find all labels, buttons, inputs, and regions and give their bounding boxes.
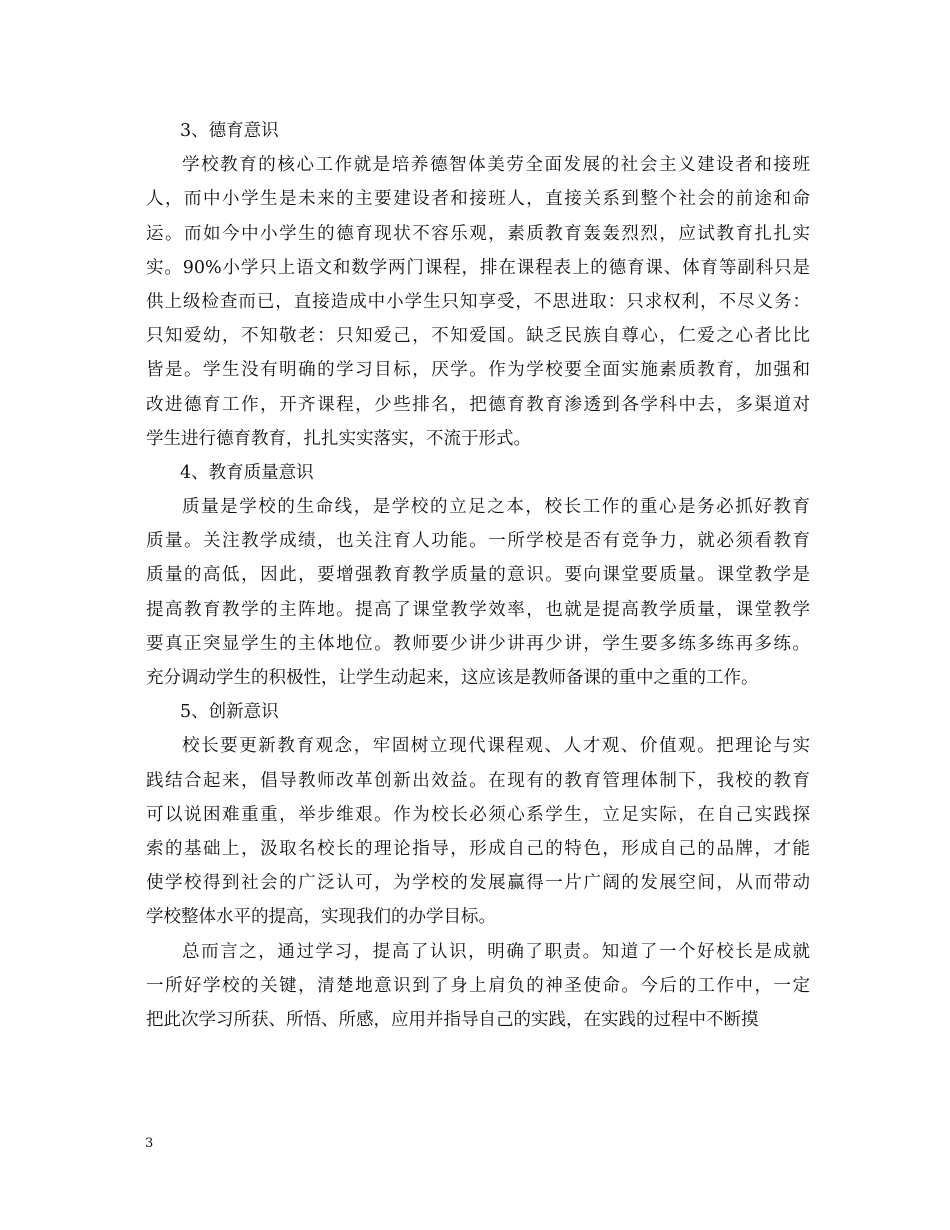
paragraph bbox=[146, 729, 810, 934]
paragraph-line: 要真正突显学生的主体地位。教师要少讲少讲再少讲，学生要多练多练再多练。 bbox=[146, 633, 810, 654]
paragraph-line: 人，而中小学生是未来的主要建设者和接班人，直接关系到整个社会的前途和命 bbox=[146, 189, 810, 210]
heading-text: 5、创新意识 bbox=[180, 702, 279, 723]
paragraph bbox=[146, 148, 810, 456]
heading-text: 3、德育意识 bbox=[180, 121, 279, 141]
paragraph-line: 学生进行德育教育，扎扎实实落实，不流于形式。 bbox=[146, 428, 531, 449]
paragraph-line: 运。而如今中小学生的德育现状不容乐观，素质教育轰轰烈烈，应试教育扎扎实 bbox=[146, 223, 810, 244]
paragraph-line: 可以说困难重重，举步维艰。作为校长必须心系学生，立足实际，在自己实践探 bbox=[146, 804, 810, 825]
section-heading bbox=[146, 695, 810, 729]
paragraph-line: 改进德育工作，开齐课程，少些排名，把德育教育渗透到各学科中去，多渠道对 bbox=[146, 394, 810, 415]
paragraph-line: 质量是学校的生命线，是学校的立足之本，校长工作的重心是务必抓好教育 bbox=[182, 497, 810, 518]
paragraph bbox=[146, 490, 810, 695]
paragraph-line: 学校整体水平的提高，实现我们的办学目标。 bbox=[146, 907, 496, 928]
paragraph-line: 学校教育的核心工作就是培养德智体美劳全面发展的社会主义建设者和接班 bbox=[182, 155, 810, 176]
paragraph-line: 皆是。学生没有明确的学习目标，厌学。作为学校要全面实施素质教育，加强和 bbox=[146, 360, 810, 381]
paragraph-line: 供上级检查而已，直接造成中小学生只知享受，不思进取：只求权利，不尽义务： bbox=[146, 291, 810, 312]
paragraph-line: 索的基础上，汲取名校长的理论指导，形成自己的特色，形成自己的品牌，才能 bbox=[146, 838, 810, 859]
paragraph-line: 把此次学习所获、所悟、所感，应用并指导自己的实践，在实践的过程中不断摸 bbox=[146, 1009, 759, 1030]
paragraph-line: 践结合起来，倡导教师改革创新出效益。在现有的教育管理体制下，我校的教育 bbox=[146, 770, 810, 791]
paragraph-line: 质量的高低，因此，要增强教育教学质量的意识。要向课堂要质量。课堂教学是 bbox=[146, 565, 810, 586]
paragraph bbox=[146, 935, 810, 1038]
paragraph-line: 校长要更新教育观念，牢固树立现代课程观、人才观、价值观。把理论与实 bbox=[182, 736, 810, 757]
section-heading bbox=[146, 456, 810, 490]
paragraph-line: 使学校得到社会的广泛认可，为学校的发展赢得一片广阔的发展空间，从而带动 bbox=[146, 873, 810, 894]
paragraph-line: 充分调动学生的积极性，让学生动起来，这应该是教师备课的重中之重的工作。 bbox=[146, 668, 759, 688]
paragraph-line: 只知爱幼，不知敬老：只知爱己，不知爱国。缺乏民族自尊心，仁爱之心者比比 bbox=[146, 326, 810, 347]
section-heading bbox=[146, 114, 810, 148]
paragraph-line: 实。90%小学只上语文和数学两门课程，排在课程表上的德育课、体育等副科只是 bbox=[146, 257, 810, 278]
page-number: 3 bbox=[145, 1136, 154, 1151]
paragraph-line: 一所好学校的关键，清楚地意识到了身上肩负的神圣使命。今后的工作中，一定 bbox=[146, 975, 810, 996]
document-body bbox=[146, 114, 810, 1037]
paragraph-line: 提高教育教学的主阵地。提高了课堂教学效率，也就是提高教学质量，课堂教学 bbox=[146, 599, 810, 620]
heading-text: 4、教育质量意识 bbox=[180, 462, 314, 483]
paragraph-line: 质量。关注教学成绩，也关注育人功能。一所学校是否有竞争力，就必须看教育 bbox=[146, 531, 810, 552]
paragraph-line: 总而言之，通过学习，提高了认识，明确了职责。知道了一个好校长是成就 bbox=[182, 941, 810, 962]
